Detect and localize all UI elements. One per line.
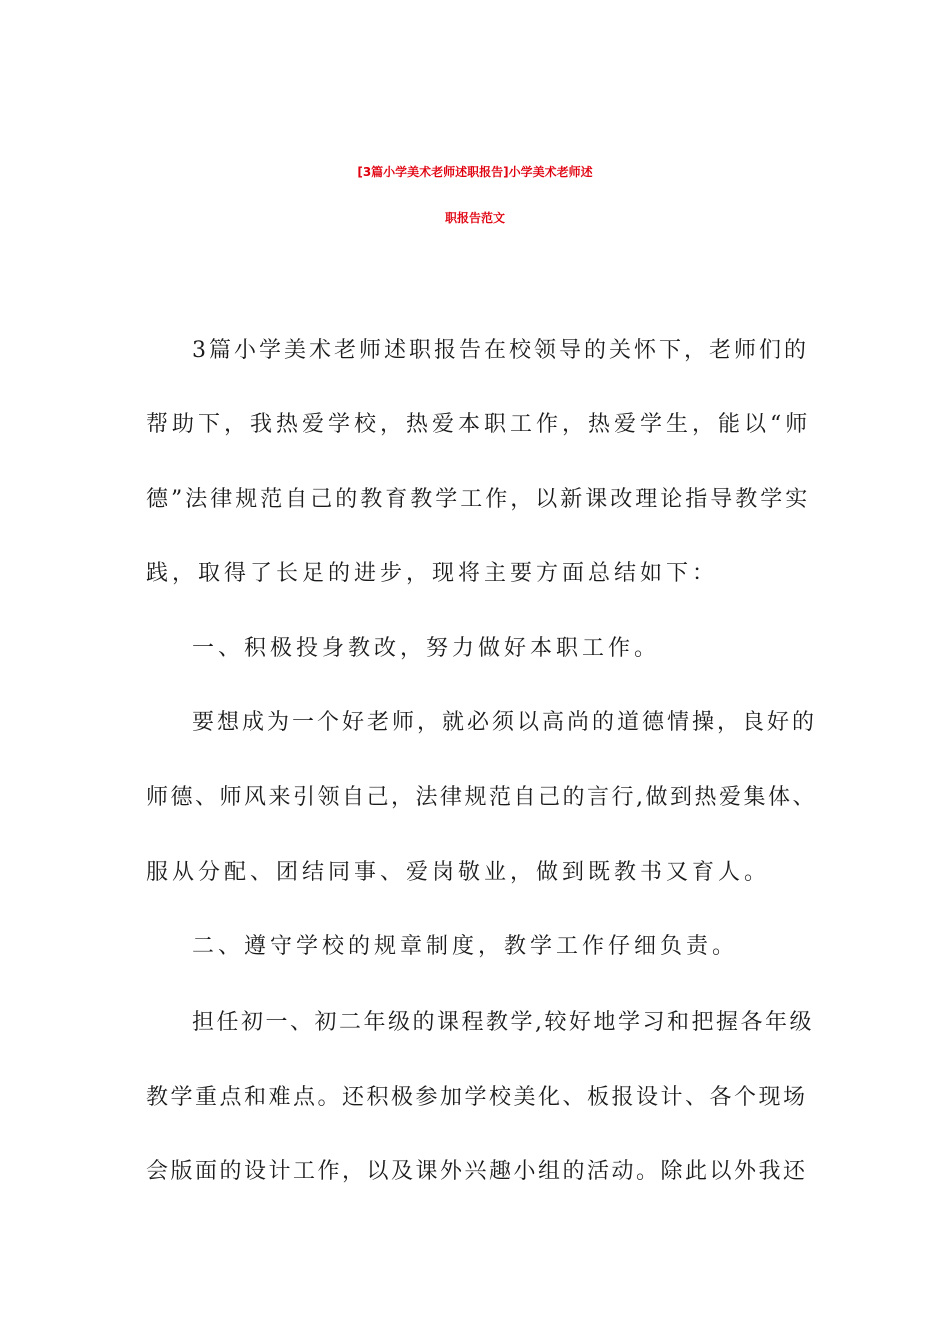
body-line: 践，取得了长足的进步，现将主要方面总结如下： — [146, 561, 719, 586]
body-line: 德”法律规范自己的教育教学工作，以新课改理论指导教学实 — [146, 487, 811, 512]
section-heading: 一、积极投身教改，努力做好本职工作。 — [192, 636, 661, 661]
body-line: 要想成为一个好老师，就必须以高尚的道德情操，良好的 — [192, 710, 818, 735]
document-title-line-2: 职报告范文 — [444, 211, 505, 225]
document-title-line-1: [3篇小学美术老师述职报告]小学美术老师述 — [357, 165, 593, 179]
body-line: 担任初一、初二年级的课程教学,较好地学习和把握各年级 — [192, 1010, 814, 1035]
body-line: 3篇小学美术老师述职报告在校领导的关怀下，老师们的 — [192, 338, 809, 363]
body-line: 帮助下，我热爱学校，热爱本职工作，热爱学生，能以“师 — [146, 412, 812, 437]
body-line: 教学重点和难点。还积极参加学校美化、板报设计、各个现场 — [146, 1085, 808, 1110]
body-line: 会版面的设计工作，以及课外兴趣小组的活动。除此以外我还 — [146, 1159, 808, 1184]
section-heading: 二、遵守学校的规章制度，教学工作仔细负责。 — [192, 934, 739, 959]
body-line: 服从分配、团结同事、爱岗敬业，做到既教书又育人。 — [146, 860, 771, 885]
body-line: 师德、师风来引领自己，法律规范自己的言行,做到热爱集体、 — [146, 785, 817, 810]
